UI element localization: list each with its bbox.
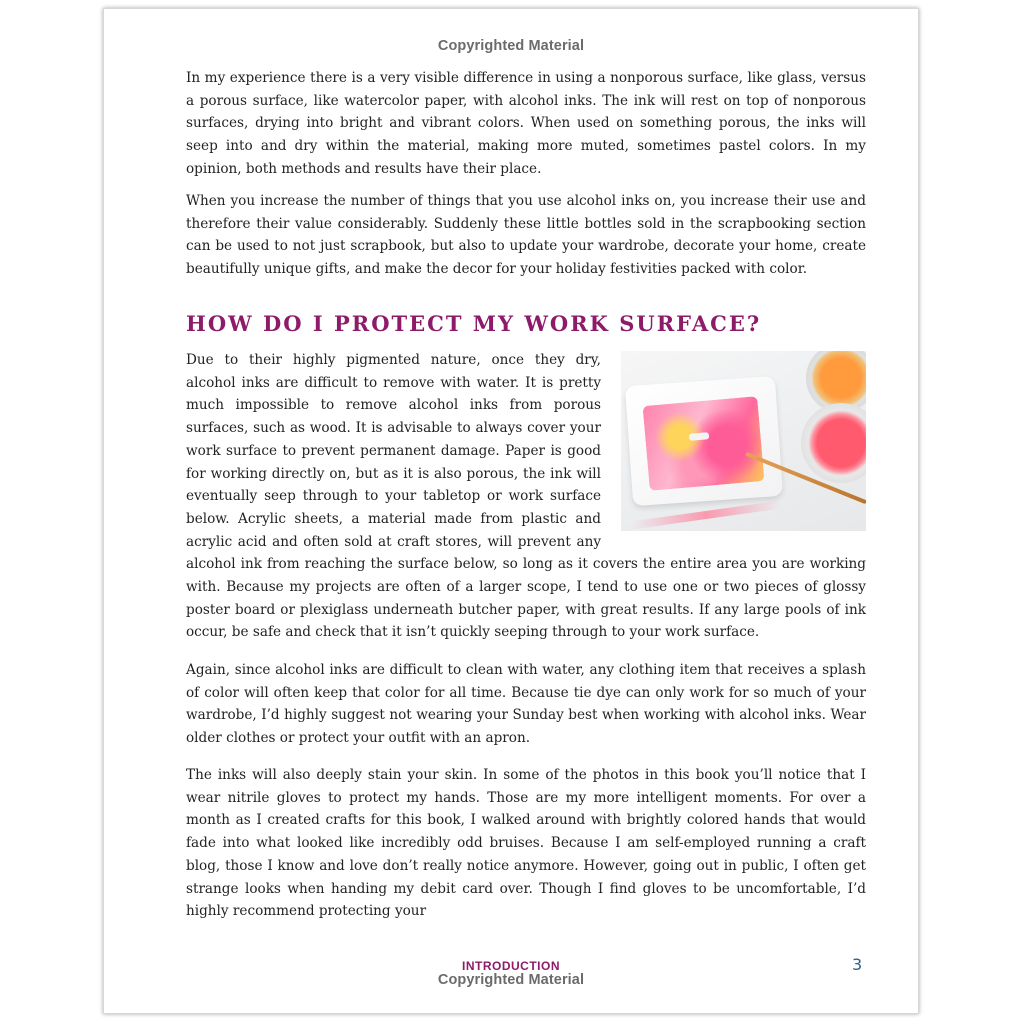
paragraph-protect-surface: Due to their highly pigmented nature, once they dry, alcohol inks are difficult to remove with water. It is pretty much impossible to remove alcohol inks from porous surfaces, such as wood. It is advisable to always cover your work surface to prevent permanent damage. Paper is good for working directly on, but as it is also porous, the ink will eventually seep through to your tabletop or work surface below. Acrylic sheets, a material made from plastic and acrylic acid and often sold at craft stores, will prevent any alcohol ink from reaching the surface below, so long as it covers the entire area you are working with. Because my projects are often of a larger scope, I tend to use one or two pieces of glossy poster board or plexiglass underneath butcher paper, with great results. If any large pools of ink occur, be safe and check that it isn’t quickly seeping through to your work surface. — [186, 352, 866, 641]
footer-section-label: INTRODUCTION — [462, 959, 560, 973]
alcohol-ink-photo — [621, 351, 866, 531]
page-number: 3 — [852, 955, 863, 974]
paragraph-porous-surfaces: In my experience there is a very visible difference in using a nonporous surface, like glass, versus a porous surface, like watercolor paper, with alcohol inks. The ink will rest on top of nonporous surfaces, drying into bright and vibrant colors. When used on something porous, the inks will seep into and dry within the material, making more muted, sometimes pastel colors. In my opinion, both methods and results have their place. — [186, 70, 866, 177]
paragraph-skin-stain: The inks will also deeply stain your skin. In some of the photos in this book you’ll notice that I wear nitrile gloves to protect my hands. Those are my more intelligent moments. For over a month as I created crafts for this book, I walked around with brightly colored hands that would fade into what looked like incredibly odd bruises. Because I am self-employed running a craft blog, those I know and love don’t really notice anymore. However, going out in public, I often get strange looks when handing my debit card over. Though I find gloves to be uncomfortable, I’d highly recommend protecting your — [186, 767, 866, 920]
section-heading: HOW DO I PROTECT MY WORK SURFACE? — [186, 311, 762, 336]
photo-ink-streak — [631, 501, 781, 530]
paragraph-clothing: Again, since alcohol inks are difficult to clean with water, any clothing item that receives a splash of color will often keep that color for all time. Because tie dye can only work for so much of your wardrobe, I’d highly suggest not wearing your Sunday best when working with alcohol inks. Wear older clothes or protect your outfit with an apron. — [186, 662, 866, 747]
photo-ink-switchplate — [643, 396, 765, 491]
paragraph-increase-use: When you increase the number of things that you use alcohol inks on, you increase their use and therefore their value considerably. Suddenly these little bottles sold in the scrapbooking section can be used to not just scrapbook, but also to update your wardrobe, decorate your home, create beautifully unique gifts, and make the decor for your holiday festivities packed with color. — [186, 193, 866, 278]
photo-ink-cup-red — [801, 403, 866, 483]
book-page — [103, 8, 919, 1014]
protect-surface-block — [186, 349, 866, 644]
copyright-watermark-top: Copyrighted Material — [437, 38, 585, 54]
copyright-watermark-bottom: Copyrighted Material — [437, 972, 585, 988]
